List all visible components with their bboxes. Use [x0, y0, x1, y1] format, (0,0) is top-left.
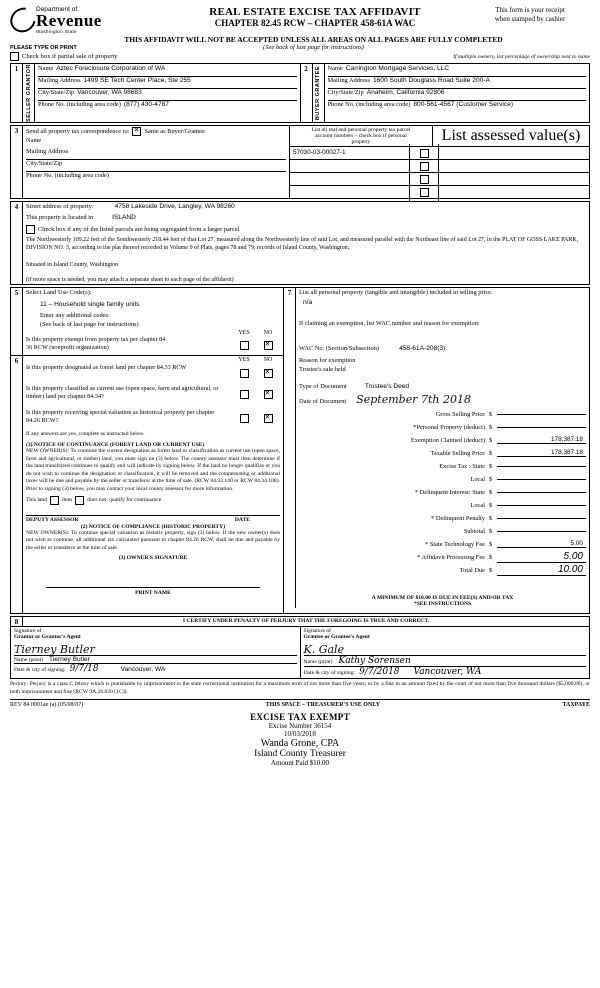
treasurer-use-label: THIS SPACE – TREASURER'S USE ONLY [265, 702, 381, 709]
amt-label: Gross Selling Price [435, 410, 485, 418]
stamp-line-2: Excise Number 36154 [268, 722, 332, 731]
section-1-number: 1 [11, 64, 23, 122]
seller-mailing-label: Mailing Address [38, 77, 81, 84]
grantor-name-label: Name (print) [14, 657, 44, 664]
section-7-block [284, 288, 589, 613]
seller-tab-label: SELLER GRANTOR [25, 64, 32, 122]
grantee-signature-block [301, 627, 590, 678]
section-5-block [11, 288, 283, 356]
personal-property-header: List all personal property (tangible and intangible) included in selling price. [299, 288, 493, 296]
amt-value[interactable]: 178,387.18 [497, 449, 586, 457]
stamp-line-6: Amount Paid $10.00 [270, 759, 330, 768]
grantee-date-value[interactable]: 9/7/2018 [359, 667, 400, 678]
grantor-signature-block [11, 627, 301, 678]
seller-mailing-value[interactable]: 1499 SE Tech Center Place, Ste 255 [83, 77, 191, 84]
street-address-label: Street address of property: [26, 202, 94, 210]
section-8-number: 8 [11, 617, 23, 626]
doc-type-label: Type of Document [299, 382, 347, 390]
section-2-number: 2 [301, 64, 313, 122]
form-number: REV 84 0001ae (a) (05/08/07) [10, 702, 84, 709]
buyer-name-value[interactable]: Carrington Mortgage Services, LLC [345, 65, 450, 72]
see-back-note: (See back of last page for instructions) [40, 320, 139, 328]
section-5-number: 5 [11, 288, 23, 355]
parcel-header [290, 126, 433, 146]
title-block [166, 6, 464, 28]
qualify-label: qualify for continuance [109, 497, 162, 503]
seller-name-label: Name [38, 65, 54, 72]
seller-tab [23, 64, 35, 122]
s6-yes-label: YES [238, 356, 250, 363]
parcel-header-3: property [351, 138, 371, 145]
parties-block [10, 63, 590, 123]
parcel-number[interactable]: 57030-03-00027-1 [293, 149, 346, 157]
doc-date-value[interactable]: September 7th 2018 [356, 392, 471, 406]
grantee-sig-label-2: Grantee or Grantee's Agent [303, 634, 370, 641]
exemption-label: If claiming an exemption, list WAC number and reason for exemption: [299, 319, 480, 327]
historic-yes-checkbox[interactable] [232, 409, 256, 427]
section-4-number: 4 [11, 202, 23, 284]
parcel-personal-checkbox[interactable] [409, 183, 439, 201]
same-as-buyer-checkbox[interactable] [132, 127, 141, 136]
buyer-fields [325, 64, 590, 122]
amt-label: Local [470, 501, 485, 509]
left-column [11, 288, 284, 613]
correspondence-label: Send all property tax correspondence to: [26, 127, 130, 135]
additional-codes-label: Enter any additional codes: [40, 311, 110, 319]
notice-compliance-title: (2) NOTICE OF COMPLIANCE (HISTORIC PROPERTY) [80, 523, 226, 530]
amt-label: * Delinquent Penalty [431, 514, 485, 522]
amt-label: *Personal Property (deduct) [413, 423, 485, 431]
s3-phone-label: Phone No. (including area code) [26, 171, 109, 179]
minimum-due-note: A MINIMUM OF $10.00 IS DUE IN FEE(S) AND/OR TAX [371, 594, 514, 601]
does-not-label: does not [87, 497, 107, 503]
grantee-city-value[interactable]: Vancouver, WA [413, 667, 482, 678]
located-in-value[interactable]: ISLAND [112, 213, 136, 221]
amt-label: * Affidavit Processing Fee [417, 553, 485, 561]
notice-continuance-title: (3) NOTICE OF CONTINUANCE (FOREST LAND OR CURRENT USE) [26, 441, 205, 448]
assessor-date-label: DATE [234, 516, 250, 523]
grantee-name-value[interactable]: Kathy Sorensen [338, 656, 411, 667]
buyer-name-label: Name [327, 65, 343, 72]
grantor-sig-label: Signature of [14, 628, 42, 635]
amt-value[interactable]: 178,387.18 [497, 436, 586, 444]
grantee-sig-label: Signature of [303, 628, 331, 635]
forest-land-question: Is this property designated as forest land per chapter 84.33 RCW [26, 363, 187, 371]
same-as-buyer-label: Same as Buyer/Grantee [144, 127, 205, 135]
stamp-line-3: 10/03/2018 [284, 730, 316, 739]
notice-compliance-body: NEW OWNER(S): To continue special valuation as historic property, sign (3) below. If the new owner(s) does not wish to continue, all additional tax calculated pursuant to chapter 84.26 RCW, shall be due and payable by the seller or transferor at the time of sale. [26, 529, 280, 551]
section-8-block [10, 616, 590, 679]
buyer-city-value[interactable]: Anaheim, California 92806 [366, 89, 445, 96]
amt-label: Total Due [459, 566, 485, 574]
multiple-owners-note: If multiple owners, list percentage of ownership next to name [453, 53, 590, 60]
current-use-no-checkbox[interactable] [256, 385, 280, 403]
current-use-yes-checkbox[interactable] [232, 385, 256, 403]
s3-mailing-label: Mailing Address [26, 147, 69, 155]
exempt-no-checkbox[interactable] [256, 336, 280, 354]
table-row [290, 160, 589, 173]
receipt-line-2: when stamped by cashier [494, 15, 566, 23]
more-space-note: (if more space is needed, you may attach a separate sheet to each page of the affidavit) [26, 276, 234, 283]
grantee-date-label: Date & city of signing: [303, 670, 356, 677]
owners-signature-line[interactable] [46, 561, 260, 588]
section-3-number: 3 [11, 126, 23, 198]
amt-label: Excise Tax : State [439, 462, 485, 470]
amt-label: Taxable Selling Price [430, 449, 485, 457]
wac-label: WAC No. (Section/Subsection) [299, 344, 380, 352]
receipt-line-1: This form is your receipt [495, 6, 565, 14]
stamp-line-5: Island County Treasurer [254, 749, 346, 760]
buyer-mailing-label: Mailing Address [327, 77, 370, 84]
assessed-header: List assessed value(s) [441, 126, 581, 144]
amt-value[interactable] [497, 414, 586, 415]
amt-label: * State Technology Fee [425, 540, 485, 548]
table-row [290, 186, 589, 198]
amt-value[interactable] [497, 518, 586, 519]
amt-value[interactable]: 5.00 [497, 540, 586, 548]
historic-no-checkbox[interactable] [256, 409, 280, 427]
forest-no-checkbox[interactable] [256, 364, 280, 382]
grantor-date-value[interactable]: 9/7/18 [69, 664, 99, 675]
amt-value[interactable] [497, 492, 586, 493]
amt-value[interactable] [497, 531, 586, 532]
this-land-label: This land [26, 497, 47, 503]
please-type-label: PLEASE TYPE OR PRINT [10, 45, 77, 51]
segregation-checkbox[interactable] [26, 225, 35, 234]
buyer-city-label: City/State/Zip [327, 89, 364, 96]
amt-label: * Delinquent Interest: State [414, 488, 485, 496]
amt-label: Subtotal [463, 527, 485, 535]
section-4-block [10, 201, 590, 285]
historic-question: Is this property receiving special valuation as historical property per chapter 84.26 RCW? [26, 408, 215, 424]
section-6-block [11, 356, 283, 613]
treasurer-stamp [10, 712, 590, 767]
table-row [290, 173, 589, 186]
if-any-yes-note: If any answers are yes, complete as instructed below. [26, 430, 145, 437]
land-use-code[interactable]: 11 – Household single family units [40, 300, 140, 308]
s6-no-label: NO [263, 356, 273, 363]
doc-date-label: Date of Document [299, 397, 347, 405]
wac-value[interactable]: 458-61A-208(3) [399, 344, 446, 352]
amt-value[interactable]: 10.00 [497, 564, 586, 576]
grantor-name-value[interactable]: Tierney Butler [49, 656, 90, 664]
section-6-number: 6 [11, 356, 23, 613]
reason-prefix[interactable]: Trustee's sale held [299, 365, 346, 373]
grantor-city-value[interactable]: Vancouver, WA [120, 666, 166, 674]
parcel-header-2: account numbers – check box if personal [315, 132, 407, 139]
print-name-label: PRINT NAME [135, 590, 171, 597]
dept-line-3: Washington State [36, 29, 77, 34]
sections-5-6-7-block [10, 287, 590, 614]
parcel-rows [290, 147, 589, 198]
does-label: does [61, 497, 73, 503]
amt-value[interactable] [497, 466, 586, 467]
section-3-right [290, 126, 589, 198]
notice-continuance-body: NEW OWNER(S): To continue the current designation as forest land or classification as current use (open space, farm and agricultural, or timber) land, you must sign on (3) below. The county assessor must then determine if the land transferred continues to qualify and will indicate by signing below. If the land no longer qualifies or you do not wish to continue the designation or classification, it will be removed and the compensating or additional taxes will be due and payable by the seller or transferor at the time of sale. (RCW 84.33.140 or RCW 84.34.108). Prior to signing (3) below, you may contact your local county assessor for more information. [26, 447, 280, 492]
partial-sale-label: Check box if partial sale of property [22, 53, 118, 60]
section-3-left [23, 126, 290, 198]
segregation-label: Check box if any of the listed parcels are being segregated from a larger parcel [38, 225, 240, 233]
doc-type-value[interactable]: Trustee's Deed [364, 382, 410, 390]
seller-city-label: City/State/Zip [38, 89, 75, 96]
amt-value[interactable] [497, 427, 586, 428]
parcel-header-1: List all real and personal property tax parcel [311, 126, 411, 133]
personal-property-value[interactable]: n/a [303, 298, 313, 306]
grantor-sig-label-2: Grantor or Grantor's Agent [14, 634, 81, 641]
section-4-content [23, 202, 589, 284]
s5-no-label: NO [263, 329, 273, 336]
does-not-checkbox[interactable] [75, 496, 84, 505]
s3-city-label: City/State/Zip [26, 159, 63, 167]
grantor-date-label: Date & city of signing: [14, 667, 66, 674]
receipt-note [470, 6, 590, 24]
seller-fields [35, 64, 300, 122]
s5-yes-label: YES [238, 329, 250, 336]
buyer-tab [313, 64, 325, 122]
document-title: REAL ESTATE EXCISE TAX AFFIDAVIT [209, 6, 421, 18]
does-checkbox[interactable] [50, 496, 59, 505]
land-use-label: Select Land Use Code(s): [26, 288, 92, 296]
see-instructions-note: *SEE INSTRUCTIONS [413, 600, 472, 607]
agency-logo [10, 6, 160, 34]
dept-line-2: Revenue [36, 11, 102, 30]
deputy-assessor-label: DEPUTY ASSESSOR [26, 516, 79, 523]
seller-name-value[interactable]: Aztec Foreclosure Corporation of WA [56, 65, 166, 72]
reason-label: Reason for exemption [299, 356, 356, 364]
see-back-line: (See back of last page for instructions) [263, 44, 364, 51]
document-subtitle: CHAPTER 82.45 RCW – CHAPTER 458-61A WAC [214, 18, 416, 28]
amt-label: Exemption Claimed (deduct) [410, 436, 485, 444]
owners-signature-label: (3) OWNER'S SIGNATURE [118, 555, 188, 562]
buyer-phone-value[interactable]: 800-561-4567 (Customer Service) [413, 101, 514, 108]
grantor-signature[interactable]: Tierney Butler [14, 643, 95, 657]
buyer-tab-label: BUYER GRANTEE [315, 65, 321, 121]
partial-sale-checkbox[interactable] [10, 52, 19, 61]
amt-value[interactable] [497, 479, 586, 480]
taxpayer-label: TAXPAYE [562, 702, 590, 709]
stamp-line-1: EXCISE TAX EXEMPT [250, 712, 350, 723]
buyer-phone-label: Phone No. (including area code) [327, 101, 411, 108]
seller-phone-value[interactable]: (877) 430-4787 [123, 101, 169, 108]
notice-line: THIS AFFIDAVIT WILL NOT BE ACCEPTED UNLESS ALL AREAS ON ALL PAGES ARE FULLY COMPLETED [124, 35, 503, 44]
grantee-signature[interactable]: K. Gale [303, 643, 345, 657]
seller-city-value[interactable]: Vancouver, WA 98683 [77, 89, 142, 96]
exempt-question-text: Is this property exempt from property tax per chapter 84 36 RCW (nonprofit organization) [26, 335, 166, 351]
current-use-question: Is this property classified as current use (open space, farm and agricultural, or timber) land per chapter 84.34? [26, 384, 219, 400]
grantee-name-label: Name (print) [303, 659, 333, 666]
s3-name-label: Name [26, 136, 42, 144]
section-7-number: 7 [284, 288, 296, 608]
legal-description: The Northwesterly 109.22 feet of the Southwesterly 218.44 feet of that Lot 27, measured along the Northwesterly line of said Lot, and measured parallel with the Northeast line of said Lot 27, in the PLAT OF GOSS LAKE PARK, DIVISION NO. 3, according to the plat thereof recorded in Volume 9 of Plats, pages 78 and 79, records of Island County, Washington; [26, 236, 579, 252]
continuance-qualify-row [26, 496, 280, 505]
table-row [290, 147, 589, 160]
amt-value[interactable] [497, 505, 586, 506]
amt-label: Local [470, 475, 485, 483]
situated-line: Situated in Island County, Washington [26, 261, 119, 268]
located-in-label: This property is located in [26, 213, 94, 221]
amt-value[interactable]: 5.00 [497, 551, 586, 563]
section-3-block [10, 125, 590, 199]
exempt-yes-checkbox[interactable] [232, 336, 256, 354]
document-header [10, 6, 590, 34]
buyer-mailing-value[interactable]: 1600 South Douglass Road Suite 200-A [372, 77, 490, 84]
dept-line-1: Department of [36, 6, 78, 13]
perjury-note: Perjury: Perjury is a class C felony which is punishable by imprisonment in the state correctional institution for a maximum term of not more than five years, or by a fine in an amount fixed by the court of not more than five thousand dollars ($5,000.00), or both imprisonment and fine (RCW 9A.20.020 (1C)). [10, 681, 590, 695]
amount-table: Gross Selling Price $ *Personal Property (deduct) $ Exemption Claimed (deduct) $ 178,387.18 Taxable Selling Price $ 178,387.18 Excise Tax : State $ Local $ * Delinquent Interest: State $ Local $ * Delinquent Penalty $ Subtotal $ * State Technology Fee $ 5.00 * Affidavit Processing Fee $ 5.00 Total Due $ 10.00 [299, 408, 586, 577]
seller-phone-label: Phone No. (including area code) [38, 101, 121, 108]
stamp-line-4: Wanda Grone, CPA [260, 738, 340, 750]
street-address-value[interactable]: 4758 Lakeside Drive, Langley, WA 98260 [114, 202, 235, 210]
forest-yes-checkbox[interactable] [232, 364, 256, 382]
certification-statement: I CERTIFY UNDER PENALTY OF PERJURY THAT THE FOREGOING IS TRUE AND CORRECT. [182, 618, 430, 625]
